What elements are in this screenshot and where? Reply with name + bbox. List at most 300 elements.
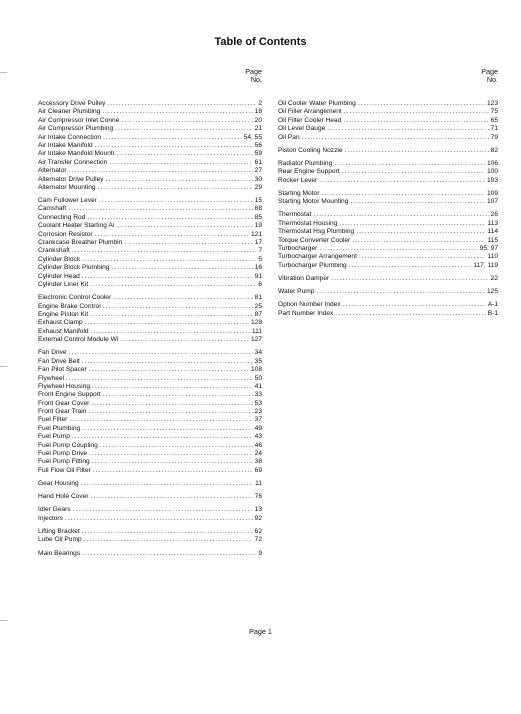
dot-leader	[87, 214, 252, 222]
toc-entry[interactable]	[38, 450, 262, 458]
toc-entry-page: 71	[490, 125, 498, 133]
toc-entry-label: Coolant Heater Starting Ai	[38, 222, 115, 230]
toc-entry-page: 2	[258, 100, 262, 107]
toc-entry-page: 49	[254, 424, 262, 432]
dot-leader	[116, 150, 252, 158]
toc-entry-label: Air Intake Connection	[38, 133, 102, 141]
dot-leader	[111, 264, 252, 272]
toc-entry-label: Front Gear Cover	[38, 399, 90, 407]
toc-entry[interactable]	[38, 391, 262, 399]
toc-group	[278, 147, 498, 155]
toc-group	[38, 493, 262, 501]
toc-entry-page: 117, 119	[473, 261, 498, 269]
dot-leader	[113, 294, 252, 302]
toc-entry[interactable]	[38, 222, 262, 230]
dot-leader	[82, 256, 256, 264]
toc-entry-page: 79	[490, 133, 498, 141]
toc-entry[interactable]	[38, 205, 262, 213]
toc-entry-page: 95, 97	[479, 245, 498, 253]
dot-leader	[331, 275, 488, 283]
toc-entry-page: 17	[254, 239, 262, 247]
toc-entry[interactable]	[278, 147, 498, 155]
toc-group	[38, 100, 262, 192]
toc-left-column	[38, 100, 262, 563]
toc-entry[interactable]	[38, 247, 262, 255]
toc-entry-label: Connecting Rod	[38, 213, 86, 221]
toc-entry-page: 38	[254, 458, 262, 466]
toc-entry-label: Alternator Drive Pulley	[38, 175, 104, 183]
toc-entry-page: 108	[250, 366, 262, 374]
toc-entry[interactable]	[278, 198, 498, 206]
toc-entry-label: Fuel Pump Fitting	[38, 458, 90, 466]
dot-leader	[69, 416, 252, 424]
toc-entry-label: Crankcase Breather Plumbin	[38, 239, 123, 247]
dot-leader	[98, 184, 253, 192]
toc-entry-label: Torque Converter Cooler	[278, 236, 351, 244]
dot-leader	[66, 375, 253, 383]
toc-entry-label: Crankshaft	[38, 247, 70, 255]
toc-entry-label: Alternator Mounting	[38, 183, 96, 191]
toc-entry-page: 16	[254, 264, 262, 272]
toc-entry-label: Flywheel	[38, 374, 65, 382]
dot-leader	[90, 281, 256, 289]
dot-leader	[82, 425, 253, 433]
dot-leader	[327, 125, 488, 133]
dot-leader	[116, 222, 252, 230]
dot-leader	[93, 467, 253, 475]
dot-leader	[102, 108, 252, 116]
dot-leader	[121, 117, 252, 125]
toc-entry-page: 75	[490, 108, 498, 116]
toc-entry-page: 30	[254, 175, 262, 183]
toc-entry-label: Idler Gears	[38, 506, 71, 514]
toc-entry-page: 72	[254, 536, 262, 544]
toc-entry-page: 23	[254, 408, 262, 416]
toc-group	[38, 550, 262, 558]
toc-entry-page: 125	[486, 288, 498, 296]
toc-entry-label: Camshaft	[38, 205, 67, 213]
toc-entry-page: 37	[254, 416, 262, 424]
toc-entry-label: Main Bearings	[38, 549, 81, 557]
toc-entry[interactable]	[38, 550, 262, 558]
toc-entry[interactable]	[38, 336, 262, 344]
toc-entry-page: 27	[254, 167, 262, 175]
dot-leader	[352, 237, 485, 245]
toc-entry[interactable]	[38, 273, 262, 281]
toc-entry[interactable]	[38, 506, 262, 514]
toc-group	[278, 211, 498, 270]
toc-group	[278, 160, 498, 185]
toc-entry-label: Full Flow Oil Filter	[38, 466, 91, 474]
toc-entry[interactable]	[38, 311, 262, 319]
toc-entry-label: Fan Pilot Spacer	[38, 366, 87, 374]
toc-entry-page: 69	[254, 466, 262, 474]
toc-entry-page: 18	[254, 108, 262, 116]
toc-entry-page: 88	[254, 205, 262, 213]
toc-entry-label: Lube Oil Pump	[38, 536, 82, 544]
toc-entry-page: 21	[254, 125, 262, 133]
toc-entry[interactable]	[278, 100, 498, 108]
left-page-no-header	[222, 68, 262, 85]
toc-entry-page: 109	[486, 189, 498, 197]
toc-entry-page: 62	[254, 527, 262, 535]
toc-entry[interactable]	[38, 142, 262, 150]
toc-entry-label: Radiator Plumbing	[278, 159, 333, 167]
toc-entry[interactable]	[38, 467, 262, 475]
dot-leader	[334, 160, 485, 168]
toc-entry-label: Injectors	[38, 514, 63, 522]
toc-entry[interactable]	[278, 125, 498, 133]
dot-leader	[92, 383, 253, 391]
dot-leader	[72, 247, 256, 255]
toc-entry[interactable]	[38, 108, 262, 116]
toc-entry-page: 43	[254, 433, 262, 441]
toc-entry-label: Fuel Plumbing	[38, 424, 81, 432]
dot-leader	[95, 142, 253, 150]
toc-entry[interactable]	[38, 294, 262, 302]
dot-leader	[339, 220, 485, 228]
dot-leader	[115, 125, 253, 133]
toc-entry-page: 7	[258, 247, 262, 255]
toc-entry[interactable]	[278, 211, 498, 219]
toc-entry-label: Fuel Pump Coupling	[38, 441, 98, 449]
toc-entry[interactable]	[38, 100, 262, 108]
toc-entry[interactable]	[278, 117, 498, 125]
toc-entry-page: 54, 55	[243, 133, 262, 141]
toc-entry-page: 11	[255, 479, 262, 487]
dot-leader	[316, 288, 485, 296]
toc-entry[interactable]	[38, 408, 262, 416]
toc-entry[interactable]	[38, 442, 262, 450]
toc-entry[interactable]	[38, 281, 262, 289]
toc-entry-page: B-1	[487, 309, 498, 317]
toc-entry[interactable]	[38, 536, 262, 544]
page-header-no: No.	[486, 75, 498, 85]
toc-entry-page: 41	[254, 382, 262, 390]
dot-leader	[106, 176, 253, 184]
toc-entry[interactable]	[278, 310, 498, 318]
dot-leader	[92, 458, 253, 466]
page-header-no: No.	[250, 75, 262, 85]
dot-leader	[120, 336, 249, 344]
toc-entry-label: Oil Filter Cooler Head	[278, 116, 342, 124]
toc-entry-label: Starting Motor	[278, 189, 320, 197]
toc-entry-page: 100	[486, 168, 498, 176]
toc-entry-label: Air Compressor Inlet Conne	[38, 116, 120, 124]
dot-leader	[343, 301, 486, 309]
dot-leader	[91, 328, 250, 336]
dot-leader	[107, 100, 256, 108]
dot-leader	[82, 273, 253, 281]
toc-entry-label: Air Intake Manifold	[38, 141, 93, 149]
toc-entry-page: 34	[254, 349, 262, 357]
toc-entry[interactable]	[38, 197, 262, 205]
dot-leader	[345, 147, 489, 155]
dot-leader	[69, 167, 253, 175]
toc-entry-label: Air Transfer Connection	[38, 158, 108, 166]
toc-entry-page: 123	[486, 100, 498, 107]
toc-entry[interactable]	[38, 515, 262, 523]
toc-entry-label: Lifting Bracket	[38, 527, 80, 535]
toc-entry[interactable]	[38, 375, 262, 383]
toc-entry-page: 65	[490, 116, 498, 124]
toc-entry[interactable]	[38, 425, 262, 433]
toc-right-column	[278, 100, 498, 323]
toc-entry-page: 91	[254, 272, 262, 280]
toc-entry-label: Fuel Pump	[38, 433, 70, 441]
toc-entry[interactable]	[38, 239, 262, 247]
toc-entry-page: 81	[254, 294, 262, 302]
toc-entry-page: 85	[254, 213, 262, 221]
toc-group	[38, 480, 262, 488]
right-page-no-header	[458, 68, 498, 85]
dot-leader	[68, 205, 252, 213]
toc-entry[interactable]	[38, 383, 262, 391]
page-title: Table of Contents	[214, 36, 307, 48]
toc-entry-page: 5	[258, 255, 262, 263]
toc-entry[interactable]	[38, 433, 262, 441]
toc-entry-page: 121	[250, 230, 262, 238]
toc-entry[interactable]	[278, 275, 498, 283]
toc-group	[38, 197, 262, 289]
toc-entry-page: 25	[254, 302, 262, 310]
dot-leader	[359, 253, 486, 261]
toc-entry-label: Corrosion Resistor	[38, 230, 93, 238]
toc-entry-label: Option Number Index	[278, 301, 341, 309]
dot-leader	[99, 197, 253, 205]
toc-entry-label: Alternator	[38, 167, 67, 175]
dot-leader	[82, 358, 253, 366]
toc-group	[38, 528, 262, 545]
toc-entry[interactable]	[38, 134, 262, 142]
toc-entry[interactable]	[38, 400, 262, 408]
toc-entry-label: Air Intake Manifold Mounti	[38, 150, 115, 158]
toc-entry-page: 111	[251, 327, 262, 335]
dot-leader	[65, 515, 253, 523]
toc-entry-label: Electronic Control Cooler	[38, 294, 112, 302]
toc-entry[interactable]	[38, 458, 262, 466]
toc-entry-label: Vibration Damper	[278, 275, 330, 283]
toc-entry[interactable]	[278, 220, 498, 228]
margin-mark	[0, 366, 7, 367]
toc-entry-label: Fuel Filter	[38, 416, 68, 424]
toc-entry[interactable]	[38, 150, 262, 158]
dot-leader	[84, 536, 253, 544]
dot-leader	[342, 168, 485, 176]
toc-entry-page: 106	[486, 159, 498, 167]
toc-entry-label: Oil Cooler Water Plumbing	[278, 100, 356, 107]
dot-leader	[319, 177, 485, 185]
toc-entry-label: Hand Hole Cover	[38, 493, 89, 501]
dot-leader	[109, 159, 252, 167]
dot-leader	[73, 506, 253, 514]
toc-entry[interactable]	[278, 288, 498, 296]
toc-entry-label: Oil Pan	[278, 133, 300, 141]
toc-entry-label: Exhaust Clamp	[38, 319, 83, 327]
toc-entry[interactable]	[278, 190, 498, 198]
dot-leader	[302, 134, 489, 142]
dot-leader	[349, 262, 472, 270]
page-header-label: Page	[481, 67, 498, 76]
toc-group	[278, 100, 498, 142]
toc-entry[interactable]	[278, 177, 498, 185]
toc-entry-label: Cylinder Head	[38, 272, 80, 280]
toc-entry[interactable]	[38, 184, 262, 192]
toc-entry-label: Thermostat Housing	[278, 219, 338, 227]
toc-entry-label: Rocker Lever	[278, 176, 318, 184]
toc-entry[interactable]	[38, 416, 262, 424]
toc-entry-page: 113	[487, 219, 498, 227]
toc-entry-label: Front Engine Support	[38, 391, 101, 399]
toc-group	[38, 349, 262, 475]
toc-entry-page: 61	[254, 158, 262, 166]
toc-entry[interactable]	[278, 237, 498, 245]
dot-leader	[344, 108, 489, 116]
dot-leader	[103, 303, 253, 311]
toc-entry-page: 9	[258, 549, 262, 557]
toc-entry-label: Cam Follower Lever	[38, 197, 97, 205]
toc-entry[interactable]	[38, 366, 262, 374]
toc-entry-page: A-1	[487, 301, 498, 309]
toc-entry[interactable]	[278, 168, 498, 176]
dot-leader	[91, 400, 252, 408]
toc-entry-label: Starting Motor Mounting	[278, 198, 349, 206]
toc-entry-label: Air Compressor Plumbing	[38, 125, 114, 133]
toc-entry-page: 46	[254, 441, 262, 449]
toc-entry-label: Fan Drive	[38, 349, 67, 357]
toc-entry-label: Gear Housing	[38, 479, 79, 487]
toc-entry[interactable]	[38, 176, 262, 184]
toc-entry[interactable]	[38, 319, 262, 327]
toc-entry-label: External Control Module Wi	[38, 336, 119, 344]
dot-leader	[85, 319, 249, 327]
dot-leader	[72, 433, 253, 441]
toc-entry-page: 6	[258, 281, 262, 288]
toc-entry[interactable]	[38, 358, 262, 366]
toc-entry-label: Flywheel Housing	[38, 382, 91, 390]
margin-mark	[0, 620, 7, 621]
toc-entry-page: 29	[254, 183, 262, 191]
toc-entry-page: 103	[486, 176, 498, 184]
dot-leader	[313, 211, 488, 219]
toc-entry[interactable]	[278, 253, 498, 261]
toc-group	[278, 190, 498, 207]
toc-entry[interactable]	[278, 228, 498, 236]
dot-leader	[350, 198, 485, 206]
toc-entry[interactable]	[38, 214, 262, 222]
toc-entry[interactable]	[278, 134, 498, 142]
toc-entry-page: 127	[250, 336, 262, 344]
toc-group	[38, 506, 262, 523]
toc-entry[interactable]	[38, 125, 262, 133]
toc-entry-page: 15	[254, 197, 262, 205]
toc-group	[38, 294, 262, 344]
toc-entry[interactable]	[278, 160, 498, 168]
toc-entry-page: 19	[254, 222, 262, 230]
toc-entry-page: 33	[254, 391, 262, 399]
toc-entry-label: Oil Level Gauge	[278, 125, 326, 133]
toc-entry-label: Thermostat Hsg Plumbing	[278, 228, 355, 236]
dot-leader	[356, 228, 485, 236]
toc-entry[interactable]	[38, 159, 262, 167]
dot-leader	[319, 245, 477, 253]
toc-entry[interactable]	[38, 328, 262, 336]
toc-entry-label: Oil Filler Arrangement	[278, 108, 342, 116]
toc-entry-page: 92	[254, 514, 262, 522]
toc-entry-page: 107	[486, 198, 498, 206]
toc-entry-label: Cylinder Block Plumbing	[38, 264, 110, 272]
dot-leader	[88, 408, 252, 416]
toc-entry-page: 59	[254, 150, 262, 158]
toc-entry-page: 114	[487, 228, 498, 236]
toc-entry-label: Thermostat	[278, 211, 312, 219]
toc-group	[278, 275, 498, 283]
dot-leader	[89, 366, 249, 374]
toc-entry-label: Accessory Drive Pulley	[38, 100, 106, 107]
dot-leader	[95, 231, 249, 239]
toc-entry-page: 53	[254, 399, 262, 407]
dot-leader	[335, 310, 485, 318]
toc-entry-page: 128	[250, 319, 262, 327]
toc-entry[interactable]	[38, 528, 262, 536]
toc-entry-page: 20	[254, 116, 262, 124]
margin-mark	[0, 72, 7, 73]
toc-entry[interactable]	[38, 231, 262, 239]
toc-entry-page: 87	[254, 310, 262, 318]
toc-entry-page: 22	[490, 275, 498, 283]
toc-entry-label: Front Gear Train	[38, 408, 87, 416]
toc-entry-label: Part Number Index	[278, 309, 334, 317]
toc-entry[interactable]	[278, 245, 498, 253]
toc-entry[interactable]	[38, 264, 262, 272]
toc-entry-page: 24	[254, 450, 262, 458]
toc-entry[interactable]	[278, 108, 498, 116]
toc-entry-label: Fan Drive Belt	[38, 357, 80, 365]
dot-leader	[90, 311, 252, 319]
toc-entry[interactable]	[38, 493, 262, 501]
toc-entry[interactable]	[38, 349, 262, 357]
toc-entry-page: 76	[254, 493, 262, 501]
toc-entry-label: Air Cleaner Plumbing	[38, 108, 101, 116]
toc-entry[interactable]	[38, 303, 262, 311]
toc-group	[278, 288, 498, 296]
toc-entry-page: 56	[254, 141, 262, 149]
dot-leader	[91, 493, 253, 501]
toc-entry-label: Cylinder Liner Kit	[38, 281, 89, 288]
toc-entry-page: 35	[254, 357, 262, 365]
toc-entry-label: Turbocharger Plumbing	[278, 261, 347, 269]
toc-entry[interactable]	[38, 480, 262, 488]
toc-entry-label: Engine Piston Kit	[38, 310, 89, 318]
dot-leader	[81, 480, 253, 488]
toc-entry[interactable]	[38, 117, 262, 125]
toc-entry-label: Piston Cooling Nozzle	[278, 146, 343, 154]
toc-entry-page: 110	[487, 253, 498, 261]
toc-entry[interactable]	[278, 301, 498, 309]
dot-leader	[103, 391, 253, 399]
toc-entry-label: Fuel Pump Drive	[38, 450, 88, 458]
toc-entry-page: 115	[487, 236, 498, 244]
toc-entry[interactable]	[38, 256, 262, 264]
toc-entry[interactable]	[38, 167, 262, 175]
toc-entry-label: Turbocharger Arrangement	[278, 253, 357, 261]
dot-leader	[103, 134, 242, 142]
toc-entry-page: 50	[254, 374, 262, 382]
toc-entry[interactable]	[278, 262, 498, 270]
dot-leader	[82, 528, 253, 536]
toc-entry-label: Engine Brake Control	[38, 302, 101, 310]
toc-entry-label: Water Pump	[278, 288, 315, 296]
